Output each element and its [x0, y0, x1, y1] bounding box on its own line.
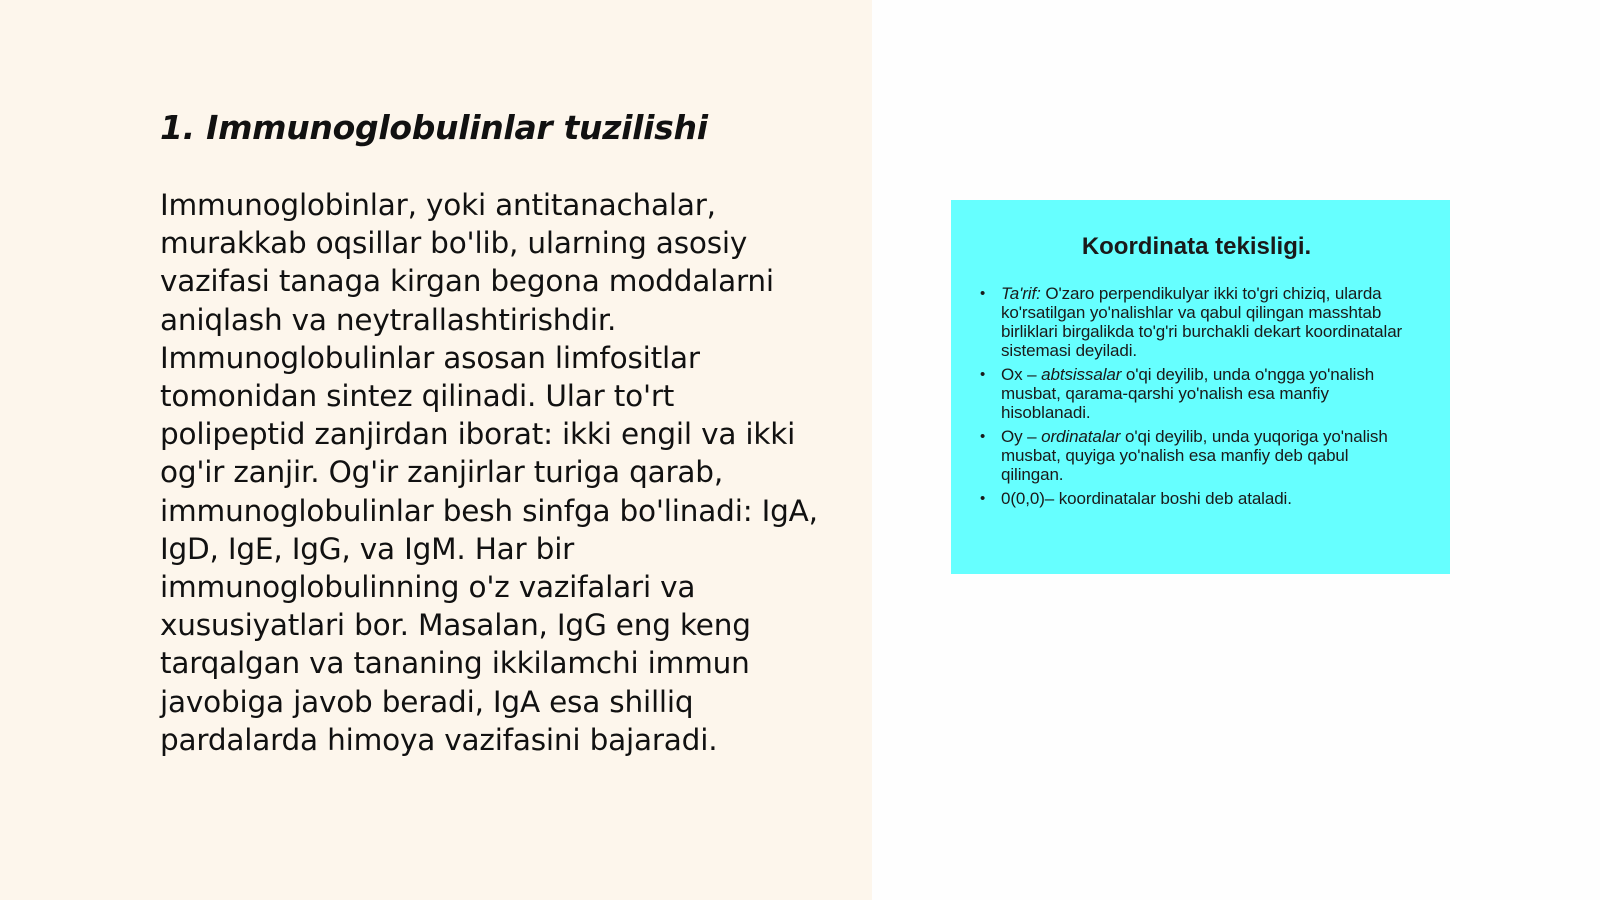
item-text: O'zaro perpendikulyar ikki to'gri chiziq, ularda ko'rsatilgan yo'nalishlar va qabul qilingan masshtab birliklari birgalikda to'g'ri burchakli dekart koordinatalar sistemasi deyiladi. [1001, 284, 1403, 360]
body-paragraph: Immunoglobinlar, yoki antitanachalar, murakkab oqsillar bo'lib, ularning asosiy vazifasi tanaga kirgan begona moddalarni aniqlash va neytrallashtirishdir. Immunoglobulinlar asosan limfositlar tomonidan sintez qilinadi. Ular to'rt polipeptid zanjirdan iborat: ikki engil va ikki og'ir zanjir. Og'ir zanjirlar turiga qarab, immunoglobulinlar besh sinfga bo'linadi: IgA, IgD, IgE, IgG, va IgM. Har bir immunoglobulinning o'z vazifalari va xususiyatlari bor. Masalan, IgG eng keng tarqalgan va tananing ikkilamchi immun javobiga javob beradi, IgA esa shilliq pardalarda himoya vazifasini bajaradi. [160, 188, 818, 757]
item-term: abtsissalar [1041, 365, 1122, 384]
item-term: ordinatalar [1041, 427, 1121, 446]
card-bullet-list [979, 284, 1414, 508]
list-item [979, 427, 1414, 484]
bullet-icon: • [980, 366, 986, 383]
list-item [979, 365, 1414, 422]
list-item [979, 489, 1414, 508]
item-text: o'qi deyilib, unda yuqoriga yo'nalish musbat, quyiga yo'nalish esa manfiy deb qabul qilingan. [1001, 427, 1388, 484]
coordinate-card [951, 200, 1450, 574]
item-term: Ta'rif: [1001, 284, 1041, 303]
bullet-icon: • [980, 490, 986, 507]
card-title: Koordinata tekisligi. [1081, 233, 1312, 260]
item-prefix: Oy – [1001, 427, 1042, 446]
item-prefix: Ox – [1001, 365, 1042, 384]
slide-title: 1. Immunoglobulinlar tuzilishi [160, 108, 708, 147]
list-item [979, 284, 1414, 360]
bullet-icon: • [980, 285, 986, 302]
item-prefix: 0(0,0)– koordinatalar boshi deb ataladi. [1001, 489, 1292, 508]
bullet-icon: • [980, 428, 986, 445]
item-text: o'qi deyilib, unda o'ngga yo'nalish musbat, qarama-qarshi yo'nalish esa manfiy hisoblanadi. [1001, 365, 1375, 422]
